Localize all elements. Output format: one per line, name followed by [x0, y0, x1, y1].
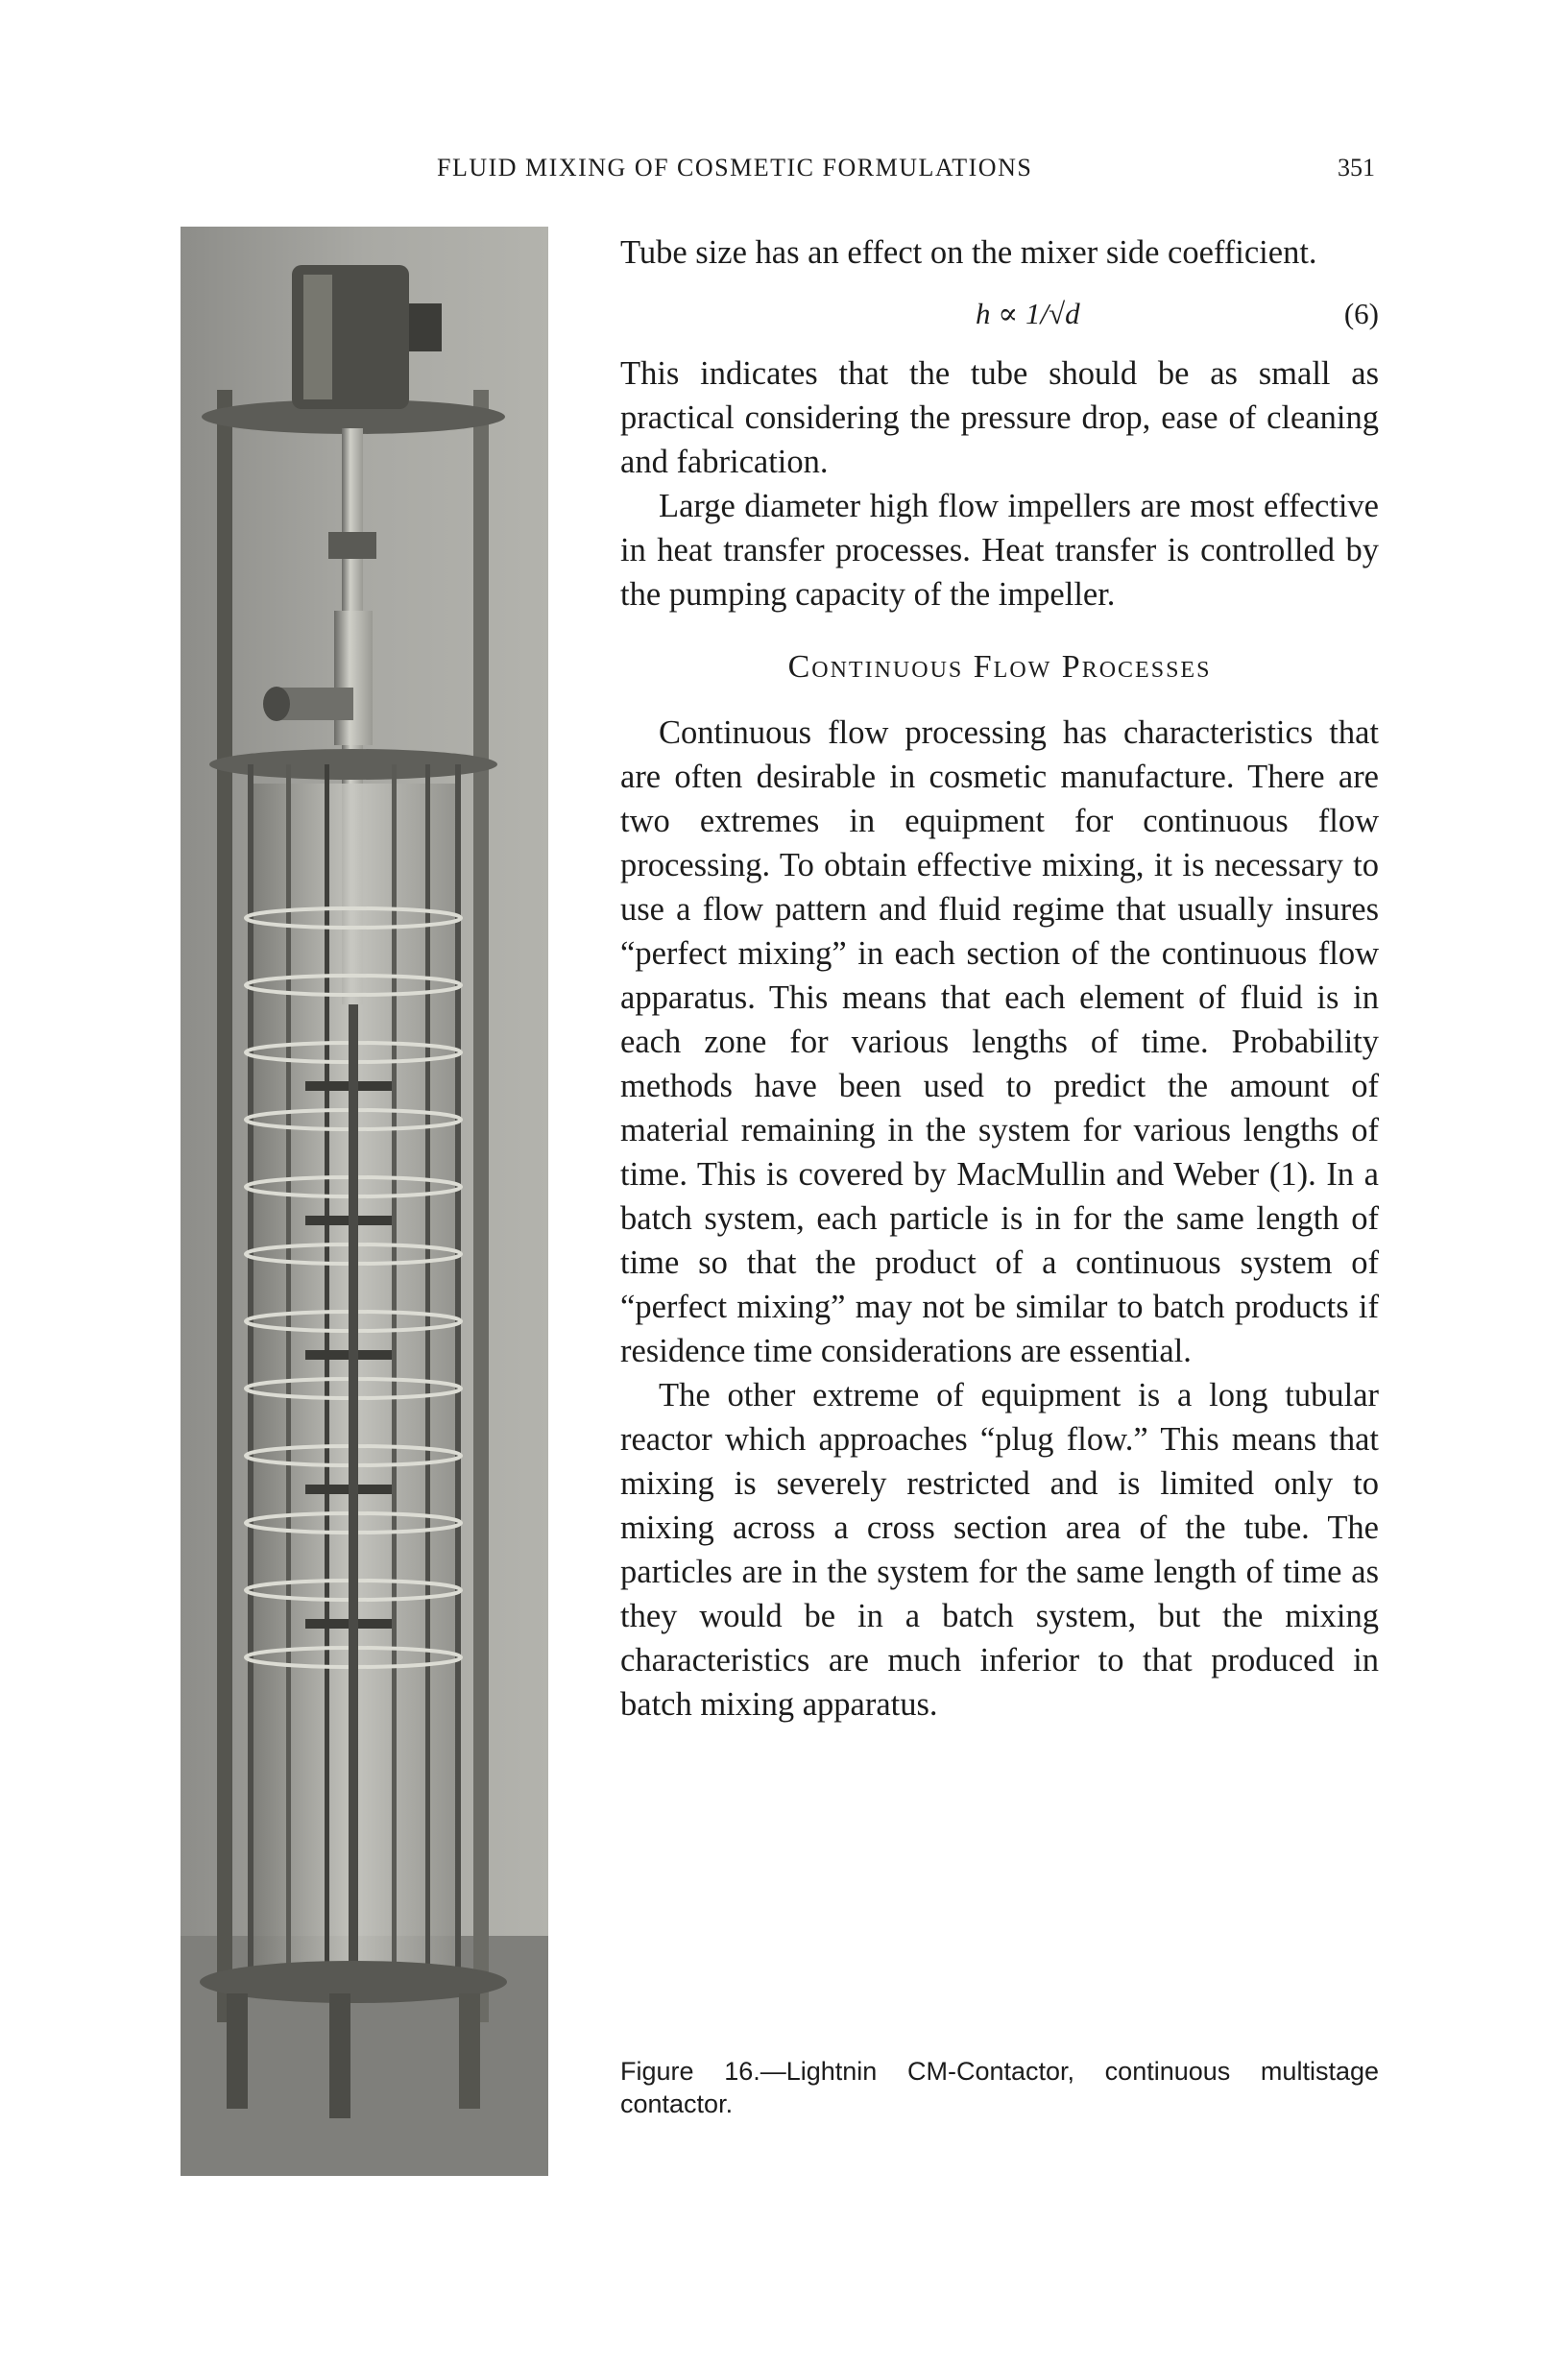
paragraph-tube-size: Tube size has an effect on the mixer side coefficient.	[620, 234, 1317, 271]
inlet-pipe-mouth	[263, 687, 290, 721]
coupling	[328, 532, 376, 559]
tie-rod-1	[248, 764, 253, 1993]
page-number: 351	[1338, 154, 1375, 181]
figure-16-photo	[181, 227, 548, 2176]
support-leg-right	[473, 390, 489, 2022]
seal-housing	[334, 611, 373, 745]
support-leg-left	[217, 390, 232, 2022]
body-text-column	[620, 230, 1379, 1727]
section-heading: Continuous Flow Processes	[787, 649, 1212, 685]
paragraph-plug-flow: The other extreme of equipment is a long tubular reactor which approaches “plug flow.” This means that mixing is severely restricted and is limited only to mixing across a cross section area of the tube. The particles are in the system for the same length of time as they would be in a batch system, but the mixing characteristics are much inferior to that produced in batch mixing apparatus.	[620, 1377, 1379, 1723]
foot-center	[329, 1993, 350, 2118]
equation-6	[620, 288, 1379, 342]
motor-junction-box	[409, 303, 442, 351]
paragraph-continuous-flow: Continuous flow processing has characteristics that are often desirable in cosmetic manufacture. There are two extremes in equipment for continuous flow processing. To obtain effective mixing, it is necessary to use a flow pattern and fluid regime that usually insures “perfect mixing” in each section of the continuous flow apparatus. This means that each element of fluid is in each zone for various lengths of time. Probability methods have been used to predict the amount of material remaining in the system for various lengths of time. This is covered by MacMullin and Weber (1). In a batch system, each particle is in for the same length of time so that the product of a continuous system of “perfect mixing” may not be similar to batch products if residence time considerations are essential.	[620, 714, 1379, 1369]
running-head-title: FLUID MIXING OF COSMETIC FORMULATIONS	[437, 154, 1033, 181]
foot-left	[227, 1993, 248, 2109]
paragraph-impellers: Large diameter high flow impellers are most effective in heat transfer processes. Heat transfer is controlled by the pumping capacity of the impeller.	[620, 488, 1379, 613]
inner-shaft	[349, 1004, 358, 1974]
foot-right	[459, 1993, 480, 2109]
paragraph-tube-small: This indicates that the tube should be as small as practical considering the pressure drop, ease of cleaning and fabrication.	[620, 355, 1379, 480]
motor-highlight	[303, 275, 332, 399]
equation-expression: h ∝ 1/√d	[976, 297, 1080, 330]
tie-rod-5	[425, 764, 430, 1993]
equation-number: (6)	[1343, 297, 1379, 330]
contactor-illustration	[181, 227, 548, 2176]
figure-caption: Figure 16.—Lightnin CM-Contactor, continuous multistage contactor.	[620, 2057, 1379, 2118]
running-head	[0, 154, 1568, 192]
tie-rod-6	[455, 764, 461, 1993]
